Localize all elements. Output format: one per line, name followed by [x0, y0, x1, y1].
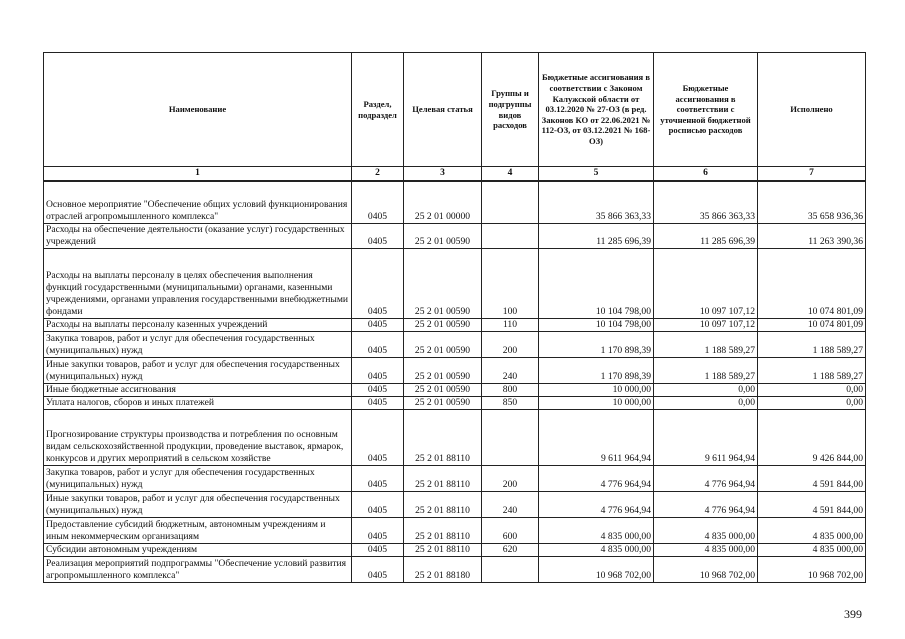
row-name: Прогнозирование структуры производства и потребления по основным видам сельскохозяйственной продукции, проведение выставок, ярмарок, конкурсов и других мероприятий в сельском хозяйстве — [44, 409, 352, 465]
column-number: 7 — [758, 167, 866, 182]
row-group: 200 — [482, 331, 539, 357]
table-row — [44, 248, 866, 318]
row-law-value: 10 000,00 — [539, 383, 654, 396]
budget-table-page — [43, 52, 865, 583]
row-name: Иные закупки товаров, работ и услуг для обеспечения государственных (муниципальных) нужд — [44, 491, 352, 517]
column-number: 4 — [482, 167, 539, 182]
row-group: 100 — [482, 248, 539, 318]
table-row — [44, 318, 866, 331]
row-target: 25 2 01 88110 — [404, 409, 482, 465]
row-list-value: 10 097 107,12 — [654, 248, 758, 318]
row-executed-value: 0,00 — [758, 396, 866, 409]
row-group: 620 — [482, 543, 539, 556]
table-row — [44, 409, 866, 465]
row-name: Расходы на выплаты персоналу в целях обеспечения выполнения функций государственными (муниципальными) органами, казенными учреждениями, органами управления государственными внебюджетными фондами — [44, 248, 352, 318]
row-list-value: 0,00 — [654, 383, 758, 396]
row-section: 0405 — [352, 223, 404, 248]
row-law-value: 4 776 964,94 — [539, 465, 654, 491]
budget-table — [43, 52, 866, 583]
row-law-value: 9 611 964,94 — [539, 409, 654, 465]
row-section: 0405 — [352, 357, 404, 383]
row-name: Иные бюджетные ассигнования — [44, 383, 352, 396]
row-group — [482, 556, 539, 582]
row-target: 25 2 01 88110 — [404, 491, 482, 517]
row-law-value: 10 104 798,00 — [539, 248, 654, 318]
row-target: 25 2 01 00590 — [404, 357, 482, 383]
row-name: Уплата налогов, сборов и иных платежей — [44, 396, 352, 409]
table-row — [44, 331, 866, 357]
row-target: 25 2 01 00590 — [404, 223, 482, 248]
row-law-value: 35 866 363,33 — [539, 181, 654, 223]
row-executed-value: 4 835 000,00 — [758, 517, 866, 543]
row-section: 0405 — [352, 318, 404, 331]
page-number: 399 — [844, 607, 862, 621]
row-name: Реализация мероприятий подпрограммы "Обеспечение условий развития агропромышленного комплекса" — [44, 556, 352, 582]
row-law-value: 4 776 964,94 — [539, 491, 654, 517]
row-name: Расходы на обеспечение деятельности (оказание услуг) государственных учреждений — [44, 223, 352, 248]
row-name: Расходы на выплаты персоналу казенных учреждений — [44, 318, 352, 331]
table-row — [44, 396, 866, 409]
row-executed-value: 4 591 844,00 — [758, 465, 866, 491]
row-executed-value: 4 835 000,00 — [758, 543, 866, 556]
row-group: 850 — [482, 396, 539, 409]
row-list-value: 1 188 589,27 — [654, 357, 758, 383]
row-section: 0405 — [352, 556, 404, 582]
row-name: Иные закупки товаров, работ и услуг для обеспечения государственных (муниципальных) нужд — [44, 357, 352, 383]
column-number: 2 — [352, 167, 404, 182]
row-section: 0405 — [352, 383, 404, 396]
header-law-allocations: Бюджетные ассигнования в соответствии с Законом Калужской области от 03.12.2020 № 27-ОЗ (в ред. Законов КО от 22.06.2021 № 112-ОЗ, от 03.12.2021 № 168-ОЗ) — [539, 53, 654, 167]
row-list-value: 4 835 000,00 — [654, 543, 758, 556]
table-row — [44, 491, 866, 517]
row-executed-value: 10 074 801,09 — [758, 248, 866, 318]
table-row — [44, 556, 866, 582]
row-law-value: 4 835 000,00 — [539, 543, 654, 556]
row-law-value: 10 968 702,00 — [539, 556, 654, 582]
header-executed: Исполнено — [758, 53, 866, 167]
row-executed-value: 4 591 844,00 — [758, 491, 866, 517]
header-section: Раздел, подраздел — [352, 53, 404, 167]
header-list-allocations: Бюджетные ассигнования в соответствии с уточненной бюджетной росписью расходов — [654, 53, 758, 167]
column-number: 5 — [539, 167, 654, 182]
column-number: 1 — [44, 167, 352, 182]
row-section: 0405 — [352, 181, 404, 223]
row-name: Закупка товаров, работ и услуг для обеспечения государственных (муниципальных) нужд — [44, 331, 352, 357]
row-list-value: 9 611 964,94 — [654, 409, 758, 465]
row-law-value: 11 285 696,39 — [539, 223, 654, 248]
row-name: Предоставление субсидий бюджетным, автономным учреждениям и иным некоммерческим организациям — [44, 517, 352, 543]
row-group — [482, 223, 539, 248]
row-list-value: 4 776 964,94 — [654, 491, 758, 517]
row-list-value: 11 285 696,39 — [654, 223, 758, 248]
row-executed-value: 10 968 702,00 — [758, 556, 866, 582]
row-target: 25 2 01 00590 — [404, 396, 482, 409]
row-law-value: 1 170 898,39 — [539, 331, 654, 357]
row-group — [482, 409, 539, 465]
table-row — [44, 383, 866, 396]
table-row — [44, 223, 866, 248]
row-executed-value: 1 188 589,27 — [758, 357, 866, 383]
row-group: 800 — [482, 383, 539, 396]
table-row — [44, 543, 866, 556]
row-group: 600 — [482, 517, 539, 543]
header-groups: Группы и подгруппы видов расходов — [482, 53, 539, 167]
row-name: Закупка товаров, работ и услуг для обеспечения государственных (муниципальных) нужд — [44, 465, 352, 491]
row-law-value: 4 835 000,00 — [539, 517, 654, 543]
row-group: 200 — [482, 465, 539, 491]
row-list-value: 10 097 107,12 — [654, 318, 758, 331]
row-group: 110 — [482, 318, 539, 331]
row-section: 0405 — [352, 331, 404, 357]
row-executed-value: 11 263 390,36 — [758, 223, 866, 248]
row-target: 25 2 01 88180 — [404, 556, 482, 582]
row-section: 0405 — [352, 543, 404, 556]
row-law-value: 1 170 898,39 — [539, 357, 654, 383]
row-target: 25 2 01 00590 — [404, 383, 482, 396]
row-section: 0405 — [352, 491, 404, 517]
row-executed-value: 10 074 801,09 — [758, 318, 866, 331]
table-row — [44, 357, 866, 383]
row-name: Основное мероприятие "Обеспечение общих условий функционирования отраслей агропромышленного комплекса" — [44, 181, 352, 223]
row-target: 25 2 01 88110 — [404, 465, 482, 491]
row-group: 240 — [482, 491, 539, 517]
column-number: 3 — [404, 167, 482, 182]
row-list-value: 10 968 702,00 — [654, 556, 758, 582]
row-executed-value: 35 658 936,36 — [758, 181, 866, 223]
table-row — [44, 465, 866, 491]
row-law-value: 10 000,00 — [539, 396, 654, 409]
row-section: 0405 — [352, 465, 404, 491]
row-group — [482, 181, 539, 223]
row-section: 0405 — [352, 409, 404, 465]
header-name: Наименование — [44, 53, 352, 167]
row-list-value: 1 188 589,27 — [654, 331, 758, 357]
row-executed-value: 9 426 844,00 — [758, 409, 866, 465]
row-section: 0405 — [352, 517, 404, 543]
row-target: 25 2 01 00590 — [404, 248, 482, 318]
row-list-value: 35 866 363,33 — [654, 181, 758, 223]
row-executed-value: 1 188 589,27 — [758, 331, 866, 357]
row-section: 0405 — [352, 396, 404, 409]
row-target: 25 2 01 88110 — [404, 543, 482, 556]
table-row — [44, 517, 866, 543]
row-group: 240 — [482, 357, 539, 383]
header-target: Целевая статья — [404, 53, 482, 167]
row-list-value: 0,00 — [654, 396, 758, 409]
row-executed-value: 0,00 — [758, 383, 866, 396]
row-target: 25 2 01 00000 — [404, 181, 482, 223]
row-list-value: 4 776 964,94 — [654, 465, 758, 491]
column-number: 6 — [654, 167, 758, 182]
table-row — [44, 181, 866, 223]
row-target: 25 2 01 00590 — [404, 331, 482, 357]
table-body — [44, 181, 866, 582]
row-name: Субсидии автономным учреждениям — [44, 543, 352, 556]
row-section: 0405 — [352, 248, 404, 318]
table-header — [44, 53, 866, 182]
row-target: 25 2 01 00590 — [404, 318, 482, 331]
row-law-value: 10 104 798,00 — [539, 318, 654, 331]
row-list-value: 4 835 000,00 — [654, 517, 758, 543]
row-target: 25 2 01 88110 — [404, 517, 482, 543]
